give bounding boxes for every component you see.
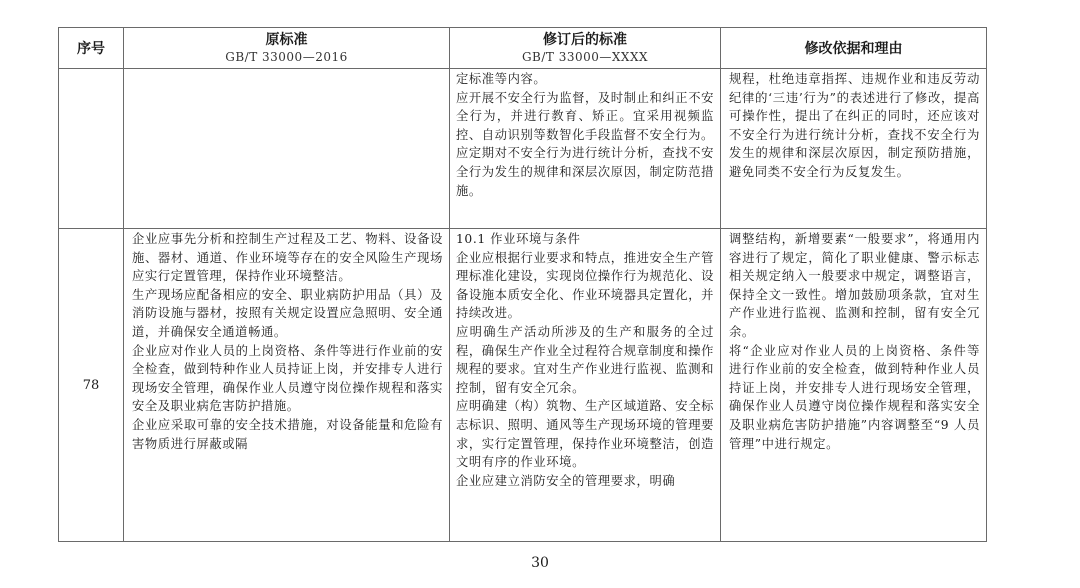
basis-text-cell: 规程，杜绝违章指挥、违规作业和违反劳动纪律的‘三违’行为”的表述进行了修改，提高可操作性，提出了在纠正的同时，还应该对不安全行为进行统计分析，查找不安全行为发生的规律和深层次原因，制定预防措施，避免同类不安全行为反复发生。 bbox=[721, 69, 987, 229]
revised-text-cell: 10.1 作业环境与条件 企业应根据行业要求和特点，推进安全生产管理标准化建设，实现岗位操作行为规范化、设备设施本质安全化、作业环境器具定置化，并持续改进。 应明确生产活动所涉及的生产和服务的全过程，确保生产作业全过程符合规章制度和操作规程的要求。宜对生产作业进行监视、监测和控制，留有安全冗余。 应明确建（构）筑物、生产区域道路、安全标志标识、照明、通风等生产现场环境的管理要求，实行定置管理，保持作业环境整洁，创造文明有序的作业环境。 企业应建立消防安全的管理要求，明确 bbox=[450, 229, 721, 542]
table-row bbox=[59, 69, 987, 229]
row-number-cell bbox=[59, 69, 124, 229]
header-revised-code: GB/T 33000—XXXX bbox=[521, 49, 649, 64]
basis-text-cell: 调整结构，新增要素“一般要求”，将通用内容进行了规定，简化了职业健康、警示标志相关规定纳入一般要求中规定，调整语言，保持全文一致性。增加鼓励项条款，宜对生产作业进行监视、监测和控制，留有安全冗余。 将“企业应对作业人员的上岗资格、条件等进行作业前的安全检查，做到特种作业人员持证上岗，并安排专人进行现场安全管理，确保作业人员遵守岗位操作规程和落实安全及职业病危害防护措施”内容调整至“9 人员管理”中进行规定。 bbox=[721, 229, 987, 542]
table-row bbox=[59, 229, 987, 542]
header-revised-title: 修订后的标准 bbox=[543, 31, 627, 48]
row-number-cell: 78 bbox=[59, 229, 124, 542]
table-header-row bbox=[59, 28, 987, 69]
page-number: 30 bbox=[531, 555, 549, 571]
header-original-standard bbox=[124, 28, 450, 69]
original-text-cell: 企业应事先分析和控制生产过程及工艺、物料、设备设施、器材、通道、作业环境等存在的安全风险生产现场应实行定置管理，保持作业环境整洁。 生产现场应配备相应的安全、职业病防护用品（具）及消防设施与器材，按照有关规定设置应急照明、安全通道，并确保安全通道畅通。 企业应对作业人员的上岗资格、条件等进行作业前的安全检查，做到特种作业人员持证上岗，并安排专人进行现场安全管理，确保作业人员遵守岗位操作规程和落实安全及职业病危害防护措施。 企业应采取可靠的安全技术措施，对设备能量和危险有害物质进行屏蔽或隔 bbox=[124, 229, 450, 542]
header-revised-standard bbox=[450, 28, 721, 69]
original-text-cell bbox=[124, 69, 450, 229]
header-original-code: GB/T 33000—2016 bbox=[225, 49, 348, 64]
standard-revision-table bbox=[58, 27, 987, 542]
header-original-title: 原标准 bbox=[265, 31, 308, 48]
header-serial-number: 序号 bbox=[59, 28, 124, 69]
revised-text-cell: 定标准等内容。 应开展不安全行为监督，及时制止和纠正不安全行为，并进行教育、矫正。宜采用视频监控、自动识别等数智化手段监督不安全行为。 应定期对不安全行为进行统计分析，查找不安全行为发生的规律和深层次原因，制定防范措施。 bbox=[450, 69, 721, 229]
header-basis-reason: 修改依据和理由 bbox=[721, 28, 987, 69]
